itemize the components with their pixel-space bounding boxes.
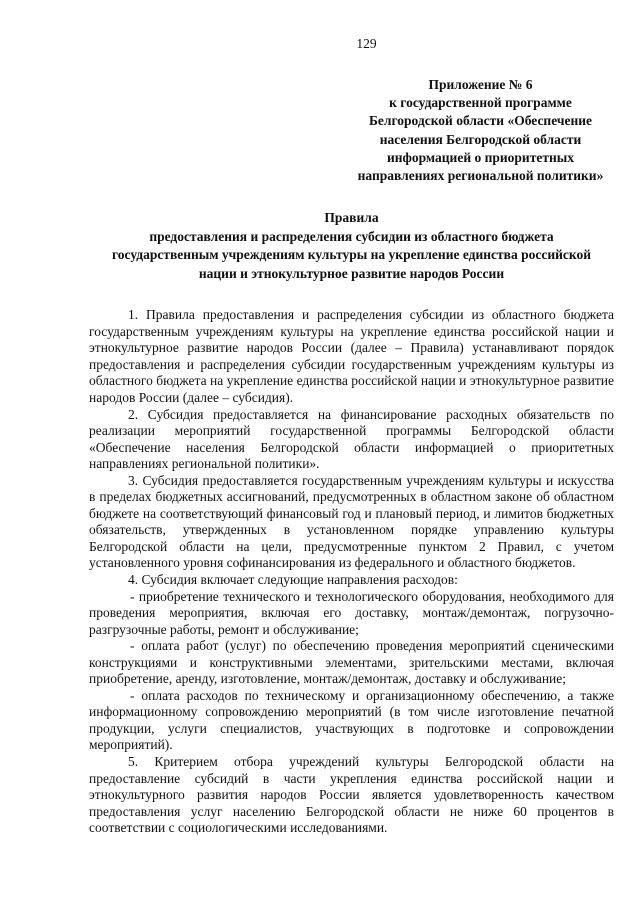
appendix-line: к государственной программе: [389, 95, 572, 111]
paragraph-5: 5. Критерием отбора учреждений культуры Белгородской области на предоставление субсидий в части укрепления единства российской нации и этнокультурного развития народов России является удовлетворенность качеством предоставления услуг населению Белгородской области не ниже 60 процентов в соответствии с социологическими исследованиями.: [89, 753, 614, 836]
paragraph-3: 3. Субсидия предоставляется государственным учреждениям культуры и искусства в пределах бюджетных ассигнований, предусмотренных в областном законе об областном бюджете на соответствующий финансовый год и плановый период, и лимитов бюджетных обязательств, утвержденных в установленном порядке управлению культуры Белгородской области на цели, предусмотренные пунктом 2 Правил, с учетом установленного уровня софинансирования из федерального и областного бюджетов.: [89, 472, 614, 571]
document-body: [89, 307, 614, 837]
title-heading: Правила: [324, 210, 379, 226]
expense-item: - оплата работ (услуг) по обеспечению проведения мероприятий сценическими конструкциями и конструктивными элементами, зрительскими местами, включая приобретение, аренду, изготовление, монтаж/демонтаж, доставку и обслуживание;: [89, 638, 614, 687]
expense-item: - оплата расходов по техническому и организационному обеспечению, а также информационному сопровождению мероприятий (в том числе изготовление печатной продукции, услуги специалистов, участвующих в подготовке и сопровождении мероприятий).: [89, 687, 614, 753]
appendix-header: [347, 76, 614, 185]
document-title: [89, 209, 614, 283]
page-number: 129: [356, 36, 377, 51]
paragraph-1: 1. Правила предоставления и распределения субсидии из областного бюджета государственным учреждениям культуры на укрепление единства российской нации и этнокультурное развитие народов России (далее – Правила) устанавливают порядок предоставления и распределения субсидии государственным учреждениям культуры из областного бюджета на укрепление единства российской нации и этнокультурное развитие народов России (далее – субсидия).: [89, 307, 614, 405]
appendix-line: населения Белгородской области: [379, 131, 582, 147]
expense-item: - приобретение технического и технологического оборудования, необходимого для проведения мероприятия, включая его доставку, монтаж/демонтаж, погрузочно-разгрузочные работы, ремонт и обслуживание;: [89, 588, 614, 637]
paragraph-2: 2. Субсидия предоставляется на финансирование расходных обязательств по реализации мероприятий государственной программы Белгородской области «Обеспечение населения Белгородской области информацией о приоритетных направлениях региональной политики».: [89, 406, 614, 472]
title-subtitle-line: предоставления и распределения субсидии из областного бюджета: [149, 228, 554, 244]
title-subtitle-line: государственным учреждениям культуры на укрепление единства российской: [111, 247, 591, 263]
paragraph-4: 4. Субсидия включает следующие направления расходов:: [128, 571, 458, 587]
appendix-line: Приложение № 6: [428, 77, 533, 92]
appendix-line: Белгородской области «Обеспечение: [368, 113, 593, 129]
title-subtitle-line: нации и этнокультурное развитие народов России: [198, 265, 505, 281]
appendix-line: информацией о приоритетных: [386, 149, 575, 165]
appendix-line: направлениях региональной политики»: [357, 168, 604, 184]
